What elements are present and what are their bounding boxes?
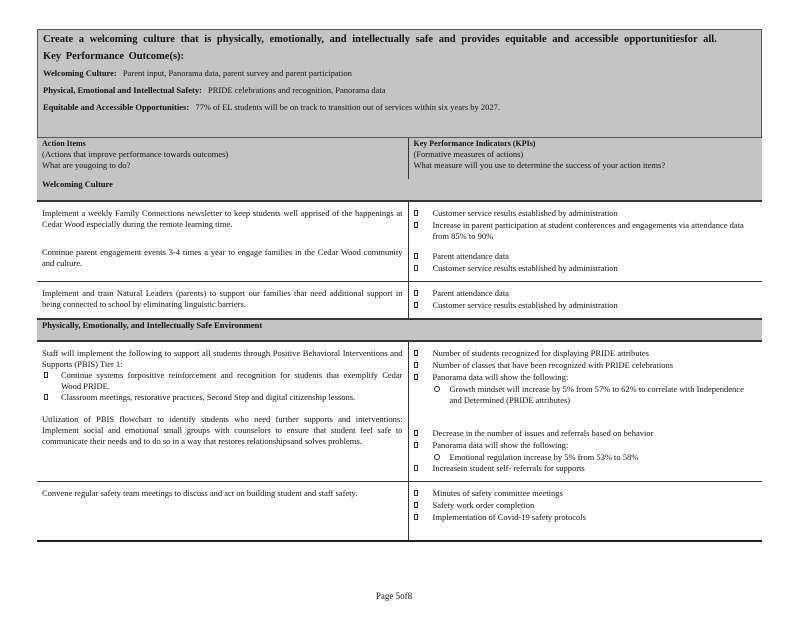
list-item: Safety work order completion	[414, 500, 758, 511]
kpo-equity-text: 77% of EL students will be on track to transition out of services within six years by 2027.	[195, 102, 501, 112]
action-sublist	[42, 370, 403, 403]
goal-statement: Create a welcoming culture that is physically, emotionally, and intellectually safe and provides equitable and accessible opportunitiesfor all.	[43, 34, 717, 45]
checkbox-icon	[414, 490, 418, 496]
checkbox-icon	[414, 222, 418, 228]
checkbox-icon	[414, 350, 418, 356]
page-footer	[0, 591, 800, 601]
section-welcoming-label: Welcoming Culture	[37, 179, 762, 201]
circle-bullet-icon	[434, 386, 440, 392]
kpo-safety-label: Physical, Emotional and Intellectual Safety:	[43, 85, 202, 95]
list-item: Increase in parent participation at student conferences and engagements via attendance data from 85% to 90%	[414, 220, 758, 242]
circle-bullet-icon	[434, 454, 440, 460]
checkbox-icon	[414, 374, 418, 380]
action-text: Staff will implement the following to support all students through Positive Behavioral Interventions and Supports (PBIS) Tier 1:	[42, 348, 403, 369]
kpi-list	[414, 348, 758, 383]
column-header-row	[37, 138, 762, 179]
kpi-desc: (Formative measures of actions)	[413, 149, 524, 159]
action-items-question: What are yougoing to do?	[42, 160, 131, 170]
checkbox-icon	[414, 442, 418, 448]
kpi-sublist	[431, 384, 758, 406]
kpi-cell	[408, 201, 762, 282]
kpi-list	[414, 251, 758, 274]
list-item: Implementation of Covid-19 safety protocols	[414, 512, 758, 523]
list-item: Increasein student self- referrals for supports	[414, 463, 758, 474]
kpi-list	[414, 288, 758, 311]
kpo-safety	[43, 85, 756, 96]
kpi-cell	[408, 282, 762, 320]
page-number: Page 5of8	[375, 591, 413, 601]
document-page	[37, 29, 762, 542]
list-item: Customer service results established by administration	[414, 208, 758, 219]
list-item: Panorama data will show the following:	[414, 372, 758, 383]
kpo-welcoming-label: Welcoming Culture:	[43, 68, 117, 78]
kpi-question: What measure will you use to determine the success of your action items?	[413, 160, 666, 170]
list-item: Panorama data will show the following:	[414, 440, 758, 451]
kpo-welcoming-text: Parent input, Panorama data, parent survey and parent participation	[122, 68, 352, 78]
kpo-heading: Key Performance Outcome(s):	[43, 51, 185, 62]
checkbox-icon	[414, 210, 418, 216]
action-plan-table	[37, 138, 762, 542]
list-item: Customer service results established by administration	[414, 300, 758, 311]
checkbox-icon	[414, 290, 418, 296]
list-item: Number of classes that have been recognized with PRIDE celebrations	[414, 360, 758, 371]
list-item: Growth mindset will increase by 5% from 57% to 62% to correlate with Independence and Determined (PRIDE attributes)	[431, 384, 758, 406]
action-cell	[37, 282, 408, 320]
kpi-cell	[408, 341, 762, 482]
kpi-list	[414, 488, 758, 523]
list-item: Decrease in the number of issues and referrals based on behavior	[414, 428, 758, 439]
action-items-title: Action Items	[42, 139, 86, 148]
table-row	[37, 282, 762, 320]
checkbox-icon	[414, 465, 418, 471]
kpo-safety-text: PRIDE celebrations and recognition, Panorama data	[208, 85, 386, 95]
checkbox-icon	[414, 265, 418, 271]
checkbox-icon	[414, 514, 418, 520]
list-item: Classroom meetings, restorative practices, Second Step and digital citizenship lessons.	[42, 392, 403, 403]
section-safe-row	[37, 319, 762, 341]
kpo-equity	[43, 102, 756, 113]
kpi-list	[414, 463, 758, 474]
kpi-cell	[408, 482, 762, 542]
checkbox-icon	[44, 372, 48, 378]
action-text: Continue parent engagement events 3-4 times a year to engage families in the Cedar Wood community and culture.	[42, 247, 403, 268]
table-row	[37, 201, 762, 282]
kpi-header	[408, 138, 762, 179]
list-item: Parent attendance data	[414, 288, 758, 299]
section-welcoming-row	[37, 179, 762, 201]
action-cell	[37, 201, 408, 282]
action-text: Implement and train Natural Leaders (parents) to support our families that need additional support in being connected to school by eliminating linguistic barriers.	[42, 288, 403, 309]
list-item: Customer service results established by administration	[414, 263, 758, 274]
list-item: Emotional regulation increase by 5% from 53% to 58%	[431, 452, 758, 463]
table-row	[37, 482, 762, 542]
checkbox-icon	[414, 502, 418, 508]
kpi-list	[414, 208, 758, 242]
table-row	[37, 341, 762, 482]
action-text: Convene regular safety team meetings to discuss and act on building student and staff safety.	[42, 488, 358, 498]
list-item: Minutes of safety committee meetings	[414, 488, 758, 499]
kpi-sublist	[431, 452, 758, 463]
checkbox-icon	[44, 394, 48, 400]
kpo-welcoming	[43, 68, 756, 79]
action-cell	[37, 482, 408, 542]
checkbox-icon	[414, 302, 418, 308]
section-safe-label: Physically, Emotionally, and Intellectually Safe Environment	[37, 319, 762, 341]
action-cell	[37, 341, 408, 482]
action-items-desc: (Actions that improve performance towards outcomes)	[42, 149, 229, 159]
list-item: Number of students recognized for displaying PRIDE attributes	[414, 348, 758, 359]
kpi-list	[414, 428, 758, 451]
checkbox-icon	[414, 253, 418, 259]
action-items-header	[37, 138, 408, 179]
list-item: Continue systems forpositive reinforcement and recognition for students that exemplify Cedar Wood PRIDE.	[42, 370, 403, 392]
action-text: Implement a weekly Family Connections newsletter to keep students well apprised of the happenings at Cedar Wood especially during the remote learning time.	[42, 208, 403, 229]
action-text: Utilization of PBIS flowchart to identify students who need further supports and interventions: Implement social and emotional small groups with counselors to ensure that student feel safe to communicate their needs and to do so in a way that restores relationshipsand solves problems.	[42, 414, 403, 446]
checkbox-icon	[414, 362, 418, 368]
goal-header	[37, 29, 762, 138]
list-item: Parent attendance data	[414, 251, 758, 262]
checkbox-icon	[414, 430, 418, 436]
kpi-title: Key Performance Indicators (KPIs)	[413, 139, 536, 148]
kpo-equity-label: Equitable and Accessible Opportunities:	[43, 102, 190, 112]
